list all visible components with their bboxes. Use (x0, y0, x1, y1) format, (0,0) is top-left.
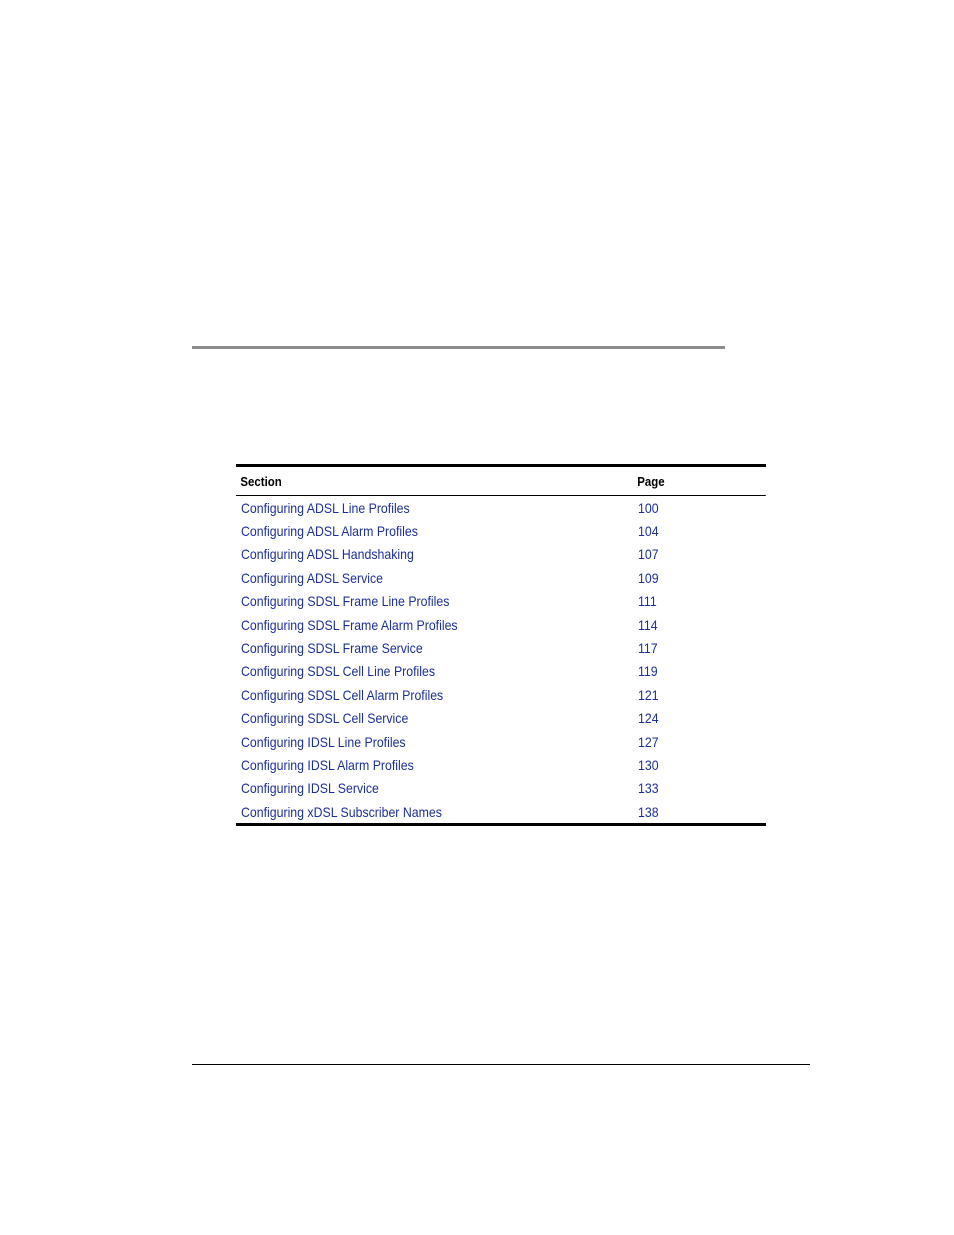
header-section: Section (240, 473, 282, 489)
page-cell (633, 734, 766, 750)
section-cell (236, 780, 633, 796)
page-cell (633, 710, 766, 726)
section-link[interactable]: Configuring SDSL Frame Line Profiles (241, 593, 450, 610)
header-page: Page (637, 473, 665, 489)
section-link[interactable]: Configuring SDSL Cell Line Profiles (241, 663, 436, 680)
table-row (236, 707, 766, 730)
section-cell (236, 687, 633, 703)
section-cell (236, 546, 633, 562)
section-link[interactable]: Configuring IDSL Line Profiles (241, 733, 406, 750)
page-link[interactable]: 111 (638, 593, 657, 610)
chapter-title-rule (192, 346, 725, 349)
section-cell (236, 523, 633, 539)
section-cell (236, 734, 633, 750)
section-cell (236, 757, 633, 773)
table-row (236, 683, 766, 706)
table-row (236, 496, 766, 519)
section-link[interactable]: Configuring IDSL Service (241, 780, 379, 797)
page-cell (633, 593, 766, 609)
table-row (236, 590, 766, 613)
table-row (236, 636, 766, 659)
page-cell (633, 757, 766, 773)
page-cell (633, 640, 766, 656)
table-body (236, 496, 766, 823)
section-link[interactable]: Configuring ADSL Alarm Profiles (241, 523, 418, 540)
section-cell (236, 500, 633, 516)
page-link[interactable]: 124 (638, 710, 659, 727)
section-link[interactable]: Configuring SDSL Frame Alarm Profiles (241, 616, 458, 633)
page-link[interactable]: 133 (638, 780, 659, 797)
section-cell (236, 640, 633, 656)
page-link[interactable]: 130 (638, 756, 659, 773)
page-cell (633, 663, 766, 679)
section-cell (236, 570, 633, 586)
table-row (236, 613, 766, 636)
section-link[interactable]: Configuring ADSL Line Profiles (241, 499, 410, 516)
section-link[interactable]: Configuring IDSL Alarm Profiles (241, 756, 414, 773)
page-link[interactable]: 100 (638, 499, 659, 516)
page-link[interactable]: 119 (638, 663, 658, 680)
page-cell (633, 804, 766, 820)
table-row (236, 777, 766, 800)
table-row (236, 753, 766, 776)
page-cell (633, 570, 766, 586)
table-row (236, 800, 766, 823)
page-cell (633, 500, 766, 516)
section-link[interactable]: Configuring SDSL Cell Alarm Profiles (241, 686, 444, 703)
table-row (236, 519, 766, 542)
table-row (236, 730, 766, 753)
section-cell (236, 710, 633, 726)
page-link[interactable]: 107 (638, 546, 659, 563)
table-row (236, 566, 766, 589)
page-cell (633, 546, 766, 562)
section-link[interactable]: Configuring ADSL Handshaking (241, 546, 414, 563)
section-link[interactable]: Configuring SDSL Frame Service (241, 640, 423, 657)
page-link[interactable]: 104 (638, 523, 659, 540)
page-link[interactable]: 121 (638, 686, 659, 703)
section-link[interactable]: Configuring xDSL Subscriber Names (241, 803, 442, 820)
page-link[interactable]: 127 (638, 733, 659, 750)
table-row (236, 660, 766, 683)
section-table (236, 464, 766, 826)
section-cell (236, 804, 633, 820)
page-link[interactable]: 117 (638, 640, 658, 657)
page-cell (633, 780, 766, 796)
section-cell (236, 663, 633, 679)
table-row (236, 543, 766, 566)
page-link[interactable]: 109 (638, 569, 659, 586)
page-link[interactable]: 114 (638, 616, 658, 633)
section-link[interactable]: Configuring SDSL Cell Service (241, 710, 409, 727)
page-link[interactable]: 138 (638, 803, 659, 820)
section-cell (236, 617, 633, 633)
section-link[interactable]: Configuring ADSL Service (241, 569, 383, 586)
footer-rule (192, 1064, 810, 1065)
table-header (236, 467, 766, 496)
page-cell (633, 523, 766, 539)
page-cell (633, 617, 766, 633)
page-cell (633, 687, 766, 703)
section-cell (236, 593, 633, 609)
